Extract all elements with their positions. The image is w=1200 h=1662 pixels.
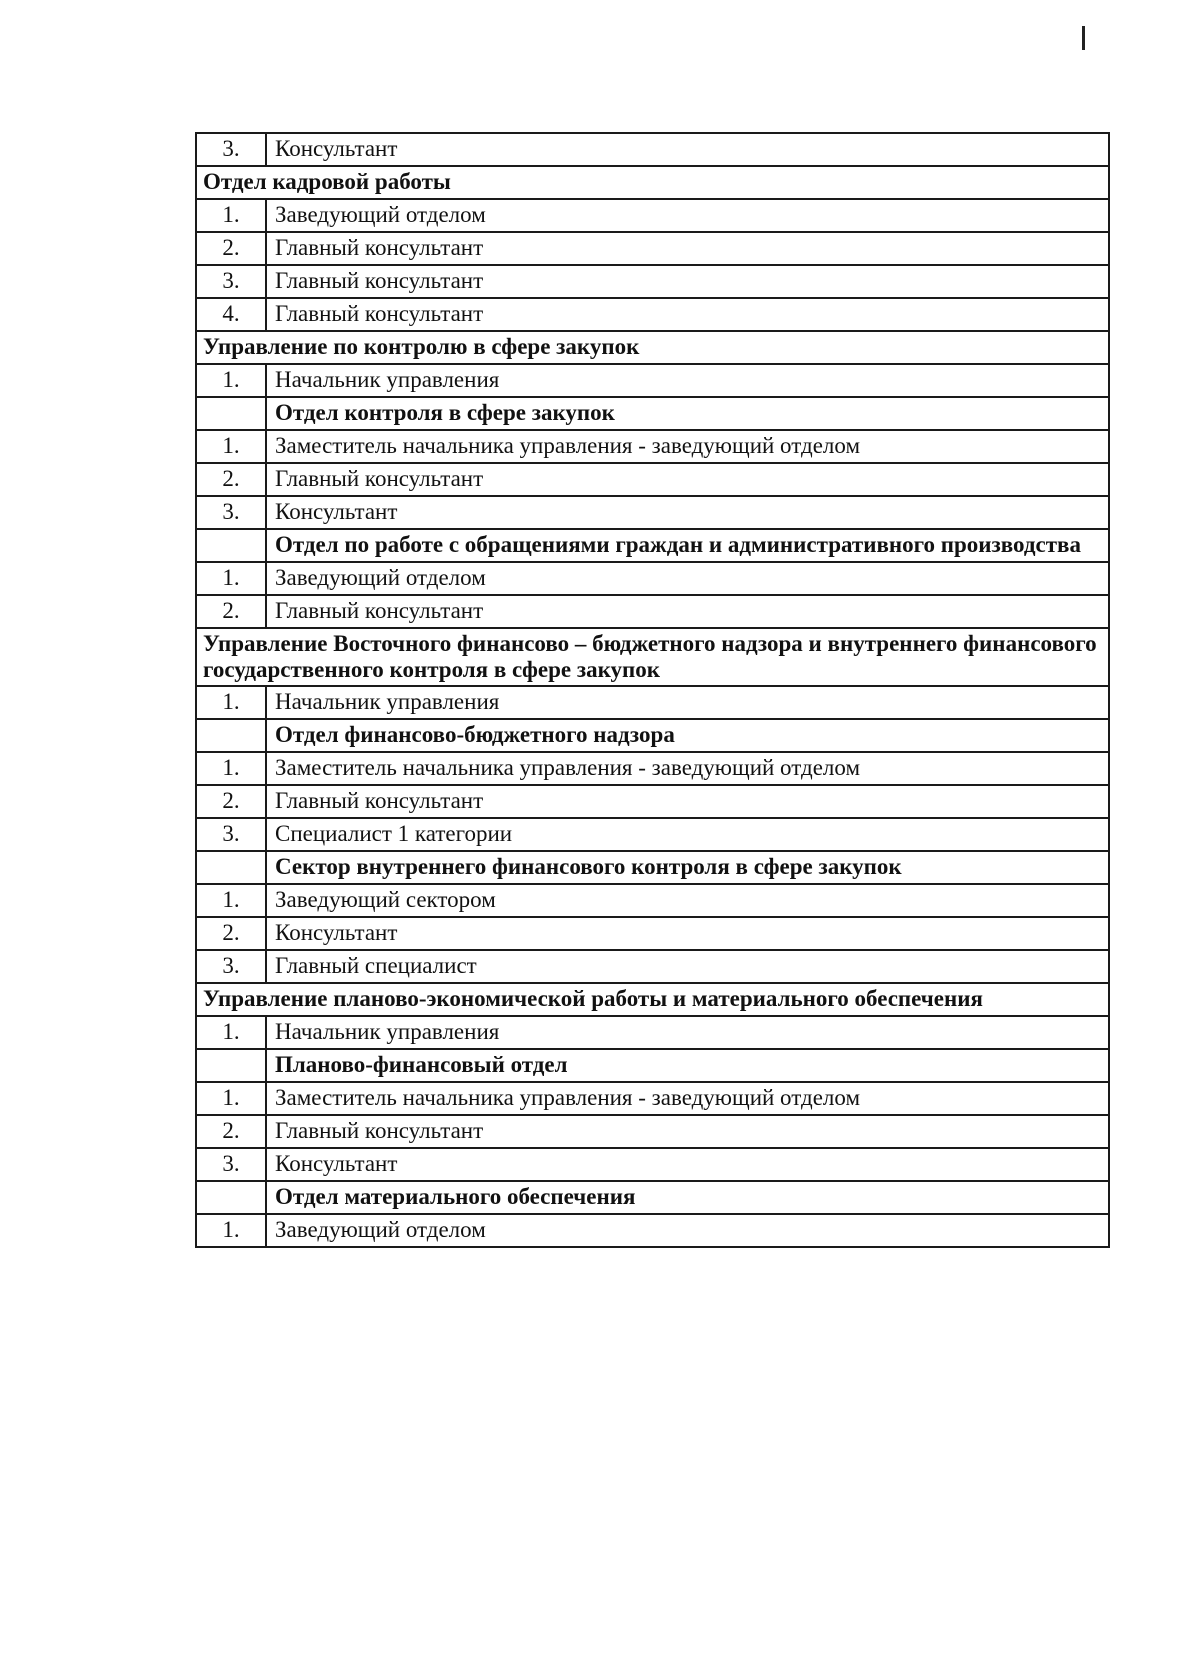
position-number: 2. (196, 1115, 266, 1148)
position-title: Начальник управления (266, 686, 1109, 719)
empty-number-cell (196, 397, 266, 430)
staff-table-body (196, 133, 1109, 1247)
subsection-title: Отдел контроля в сфере закупок (266, 397, 1109, 430)
position-number: 1. (196, 752, 266, 785)
empty-number-cell (196, 1049, 266, 1082)
position-number: 1. (196, 430, 266, 463)
position-title: Консультант (266, 917, 1109, 950)
subsection-title: Отдел по работе с обращениями граждан и административного производства (266, 529, 1109, 562)
position-title: Заместитель начальника управления - заведующий отделом (266, 752, 1109, 785)
subsection-row (196, 719, 1109, 752)
position-row (196, 496, 1109, 529)
section-title: Управление по контролю в сфере закупок (196, 331, 1109, 364)
position-row (196, 562, 1109, 595)
section-row (196, 983, 1109, 1016)
position-title: Заведующий сектором (266, 884, 1109, 917)
subsection-title: Планово-финансовый отдел (266, 1049, 1109, 1082)
position-title: Специалист 1 категории (266, 818, 1109, 851)
subsection-row (196, 397, 1109, 430)
position-title: Заведующий отделом (266, 1214, 1109, 1247)
empty-number-cell (196, 1181, 266, 1214)
empty-number-cell (196, 529, 266, 562)
position-title: Главный консультант (266, 785, 1109, 818)
section-title: Управление планово-экономической работы и материального обеспечения (196, 983, 1109, 1016)
position-title: Главный консультант (266, 463, 1109, 496)
position-row (196, 818, 1109, 851)
position-number: 2. (196, 917, 266, 950)
position-title: Заведующий отделом (266, 562, 1109, 595)
position-title: Главный консультант (266, 298, 1109, 331)
position-row (196, 1115, 1109, 1148)
position-number: 4. (196, 298, 266, 331)
empty-number-cell (196, 851, 266, 884)
section-row (196, 331, 1109, 364)
position-row (196, 752, 1109, 785)
position-row (196, 785, 1109, 818)
subsection-row (196, 529, 1109, 562)
position-number: 2. (196, 463, 266, 496)
section-title: Управление Восточного финансово – бюджетного надзора и внутреннего финансового государственного контроля в сфере закупок (196, 628, 1109, 686)
position-row (196, 1082, 1109, 1115)
position-number: 1. (196, 1016, 266, 1049)
subsection-title: Отдел финансово-бюджетного надзора (266, 719, 1109, 752)
position-title: Начальник управления (266, 364, 1109, 397)
section-title: Отдел кадровой работы (196, 166, 1109, 199)
position-row (196, 463, 1109, 496)
position-number: 1. (196, 686, 266, 719)
position-title: Главный консультант (266, 1115, 1109, 1148)
position-number: 3. (196, 818, 266, 851)
position-number: 2. (196, 785, 266, 818)
position-title: Заместитель начальника управления - заведующий отделом (266, 1082, 1109, 1115)
position-row (196, 917, 1109, 950)
subsection-row (196, 1181, 1109, 1214)
page-edge-mark (1082, 26, 1085, 50)
position-number: 1. (196, 884, 266, 917)
position-row (196, 1148, 1109, 1181)
position-title: Начальник управления (266, 1016, 1109, 1049)
position-row (196, 298, 1109, 331)
position-row (196, 133, 1109, 166)
staff-positions-table (195, 132, 1110, 1248)
position-number: 1. (196, 1082, 266, 1115)
position-row (196, 884, 1109, 917)
subsection-title: Отдел материального обеспечения (266, 1181, 1109, 1214)
position-number: 1. (196, 1214, 266, 1247)
position-row (196, 1016, 1109, 1049)
position-number: 2. (196, 232, 266, 265)
position-title: Главный консультант (266, 265, 1109, 298)
position-number: 2. (196, 595, 266, 628)
position-title: Заместитель начальника управления - заведующий отделом (266, 430, 1109, 463)
position-title: Главный консультант (266, 595, 1109, 628)
position-row (196, 595, 1109, 628)
position-number: 3. (196, 950, 266, 983)
position-row (196, 232, 1109, 265)
position-number: 3. (196, 1148, 266, 1181)
position-row (196, 430, 1109, 463)
position-row (196, 686, 1109, 719)
position-row (196, 364, 1109, 397)
position-number: 3. (196, 496, 266, 529)
subsection-row (196, 851, 1109, 884)
position-row (196, 265, 1109, 298)
position-number: 1. (196, 562, 266, 595)
position-title: Главный консультант (266, 232, 1109, 265)
empty-number-cell (196, 719, 266, 752)
position-title: Заведующий отделом (266, 199, 1109, 232)
position-row (196, 199, 1109, 232)
position-number: 1. (196, 199, 266, 232)
position-title: Консультант (266, 1148, 1109, 1181)
position-row (196, 1214, 1109, 1247)
section-row (196, 166, 1109, 199)
position-row (196, 950, 1109, 983)
position-title: Консультант (266, 133, 1109, 166)
subsection-title: Сектор внутреннего финансового контроля в сфере закупок (266, 851, 1109, 884)
position-number: 3. (196, 265, 266, 298)
position-title: Главный специалист (266, 950, 1109, 983)
position-title: Консультант (266, 496, 1109, 529)
section-row (196, 628, 1109, 686)
position-number: 3. (196, 133, 266, 166)
position-number: 1. (196, 364, 266, 397)
subsection-row (196, 1049, 1109, 1082)
